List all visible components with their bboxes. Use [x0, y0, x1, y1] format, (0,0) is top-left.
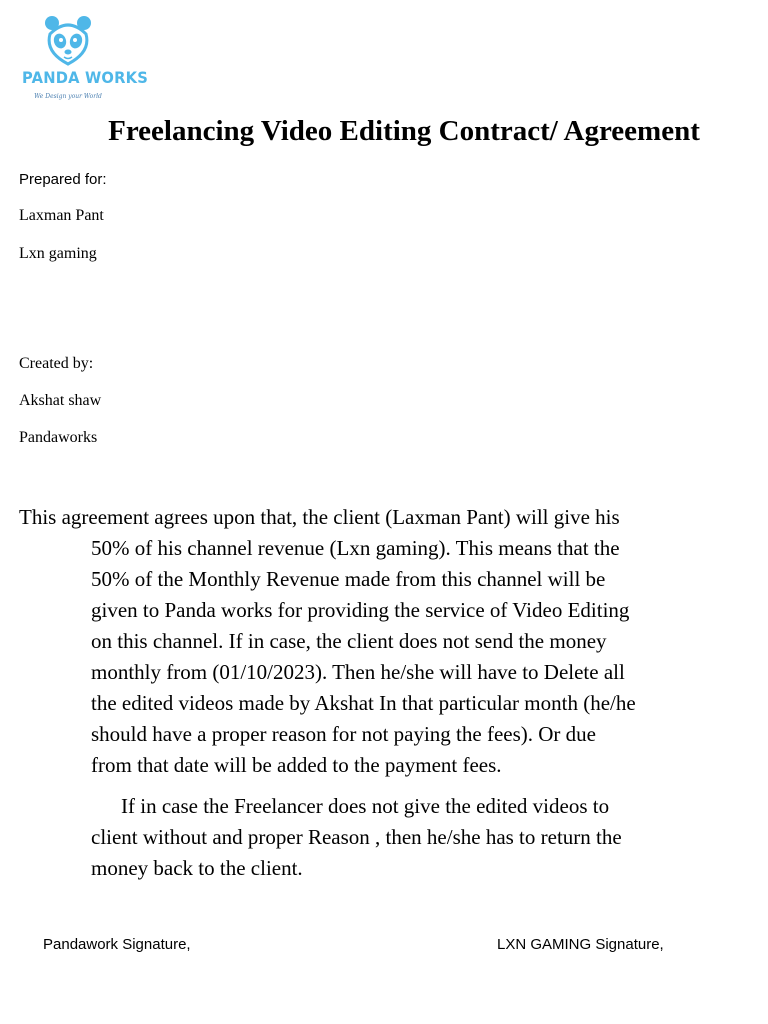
paragraph-line: on this channel. If in case, the client does not send the money [91, 629, 607, 653]
prepared-for-name: Laxman Pant [19, 207, 104, 224]
logo [18, 14, 149, 104]
created-by-company: Pandaworks [19, 429, 98, 446]
created-by-label: Created by: [19, 355, 94, 372]
paragraph-line: If in case the Freelancer does not give the edited videos to [121, 794, 610, 818]
paragraph-line: should have a proper reason for not paying the fees). Or due [91, 722, 596, 746]
paragraph-line: This agreement agrees upon that, the client (Laxman Pant) will give his [19, 505, 620, 529]
pandawork-signature-label: Pandawork Signature, [43, 936, 191, 953]
paragraph-line: 50% of the Monthly Revenue made from this channel will be [91, 567, 606, 591]
prepared-for-label: Prepared for: [19, 171, 107, 188]
paragraph-line: money back to the client. [91, 856, 303, 880]
paragraph-line: client without and proper Reason , then he/she has to return the [91, 825, 622, 849]
paragraph-line: from that date will be added to the payment fees. [91, 753, 502, 777]
paragraph-line: given to Panda works for providing the service of Video Editing [91, 598, 630, 622]
created-by-name: Akshat shaw [19, 392, 102, 409]
paragraph-line: the edited videos made by Akshat In that particular month (he/he [91, 691, 636, 715]
lxn-gaming-signature-label: LXN GAMING Signature, [497, 936, 664, 953]
prepared-for-company: Lxn gaming [19, 245, 97, 262]
paragraph-line: monthly from (01/10/2023). Then he/she will have to Delete all [91, 660, 625, 684]
logo-name: PANDA WORKS [22, 68, 149, 87]
document-title: Freelancing Video Editing Contract/ Agreement [108, 115, 700, 147]
agreement-paragraph-2 [91, 791, 751, 884]
panda-icon [44, 14, 92, 66]
logo-tagline: We Design your World [34, 93, 102, 100]
agreement-paragraph-1 [19, 502, 759, 781]
paragraph-line: 50% of his channel revenue (Lxn gaming). This means that the [91, 536, 620, 560]
